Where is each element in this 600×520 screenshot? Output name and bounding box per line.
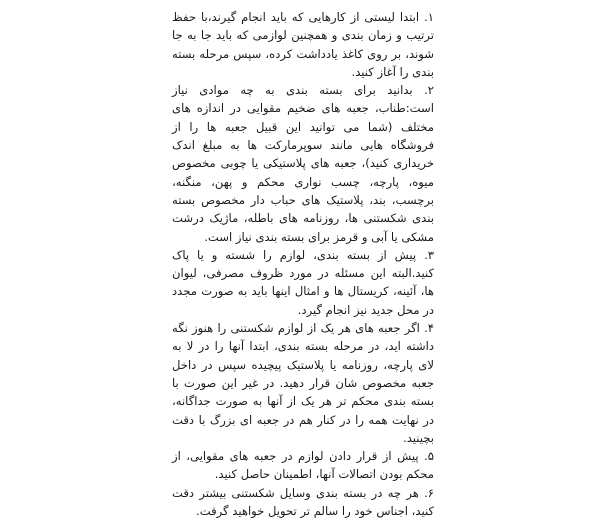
paragraph-step-5: ۵. پیش از قرار دادن لوازم در جعبه های مقوایی، از محکم بودن اتصالات آنها، اطمینان حاصل کنید. bbox=[172, 449, 434, 482]
paragraph-step-1: ۱. ابتدا لیستی از کارهایی که باید انجام گیرند،با حفظ ترتیب و زمان بندی و همچنین لوازمی که باید جا به جا شوند، بر روی کاغذ یادداشت کرده، سپس مرحله بسته بندی را آغاز کنید. bbox=[172, 10, 434, 79]
paragraph-step-6: ۶. هر چه در بسته بندی وسایل شکستنی بیشتر دقت کنید، اجناس خود را سالم تر تحویل خواهید گرفت. bbox=[172, 485, 434, 519]
article-text bbox=[172, 8, 434, 520]
paragraph-step-2: ۲. بدانید برای بسته بندی به چه موادی نیاز است:طناب، جعبه های ضخیم مقوایی در اندازه های مختلف (شما می توانید این قبیل جعبه ها را از فروشگاه هایی مانند سوپرمارکت ها به مبلغ اندک خریداری کنید)، جعبه های پلاستیکی یا چوبی مخصوص میوه، پارچه، چسب نواری محکم و پهن، منگنه، برچسب، بند، پلاستیک های حباب دار مخصوص بسته بندی شکستنی ها، روزنامه های باطله، ماژیک درشت مشکی یا آبی و قرمز برای بسته بندی نیاز است. bbox=[172, 83, 434, 244]
paragraph-step-3: ۳. پیش از بسته بندی، لوازم را شسته و یا پاک کنید.البته این مسئله در مورد ظروف مصرفی، لیوان ها، آئینه، کریستال ها و امثال اینها باید به صورت مجدد در محل جدید نیز انجام گیرد. bbox=[172, 247, 434, 317]
paragraph-step-4: ۴. اگر جعبه های هر یک از لوازم شکستنی را هنوز نگه داشته اید، در مرحله بسته بندی، ابتدا آنها را در لا به لای پارچه، روزنامه یا پلاستیک پیچیده سپس در داخل جعبه مخصوص شان قرار دهید. در غیر این صورت با بسته بندی محکم تر هر یک از آنها به صورت جداگانه، در نهایت همه را در کنار هم در جعبه ای بزرگ با دقت بچینید. bbox=[172, 321, 434, 445]
